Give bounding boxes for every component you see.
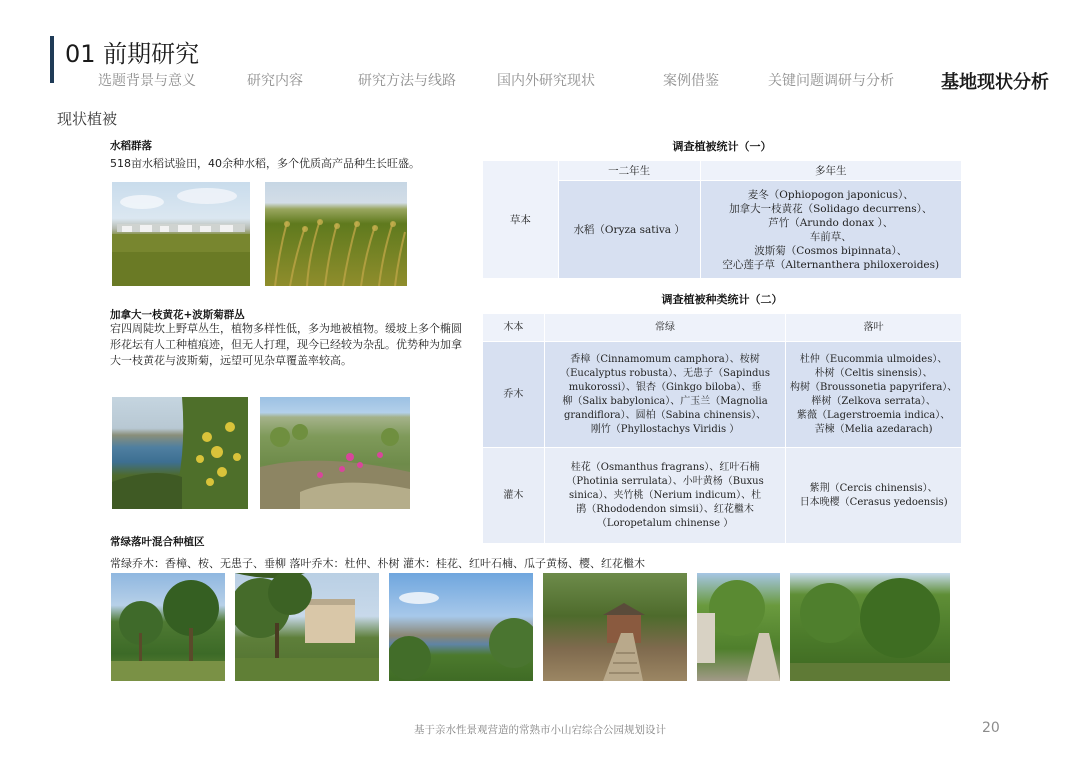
arbor-evergreen-line: grandiflora）、圆柏（Sabina chinensis）、 (564, 409, 767, 421)
tab-key-issues[interactable]: 关键问题调研与分析 (768, 73, 894, 89)
cosmos-photo (260, 397, 410, 509)
table1 (482, 160, 962, 279)
table2-col-deciduous: 落叶 (786, 314, 962, 342)
arbor-evergreen-line: 香樟（Cinnamomum camphora）、桉树 (570, 353, 760, 365)
goldenrod-photo (112, 397, 248, 509)
tab-bar (0, 70, 1080, 93)
mixed-photo-5 (697, 573, 780, 681)
arbor-deciduous-line: 构树（Broussonetia papyrifera）、 (789, 381, 958, 393)
tab-research-content[interactable]: 研究内容 (247, 73, 303, 89)
table2-shrub-label: 灌木 (483, 448, 545, 544)
footer-text: 基于亲水性景观营造的常熟市小山宕综合公园规划设计 (414, 724, 666, 736)
rice-closeup-photo (265, 182, 407, 286)
tab-case-study[interactable]: 案例借鉴 (663, 73, 719, 89)
table2-arbor-label: 乔木 (483, 342, 545, 448)
table2-arbor-deciduous (786, 342, 962, 448)
arbor-evergreen-line: 柳（Salix babylonica）、广玉兰（Magnolia (562, 395, 768, 407)
arbor-deciduous-line: 苦楝（Melia azedarach) (814, 423, 933, 435)
table2-col-type: 木本 (483, 314, 545, 342)
mixed-photo-1 (111, 573, 225, 681)
perennial-line: 波斯菊（Cosmos bipinnata）、 (754, 244, 908, 257)
shrub-deciduous-line: 紫荆（Cercis chinensis）、 (809, 482, 938, 494)
table2-shrub-evergreen (544, 448, 785, 544)
mixed-photo-4 (543, 573, 687, 681)
tab-research-method[interactable]: 研究方法与线路 (358, 73, 456, 89)
page-number: 20 (982, 720, 1000, 736)
shrub-evergreen-line: （Loropetalum chinense ） (596, 517, 734, 529)
tab-background[interactable]: 选题背景与意义 (98, 73, 196, 89)
table2-title: 调查植被种类统计（二） (661, 293, 783, 306)
perennial-line: 麦冬（Ophiopogon japonicus）、 (747, 188, 914, 201)
table2 (482, 313, 962, 544)
table1-title: 调查植被统计（一） (672, 140, 772, 153)
shrub-evergreen-line: sinica）、夹竹桃（Nerium indicum）、杜 (569, 489, 762, 501)
table1-perennial-cell (700, 181, 961, 279)
table1-annual-cell: 水稻（Oryza sativa ） (558, 181, 700, 279)
arbor-evergreen-line: （Eucalyptus robusta）、无患子（Sapindus (560, 367, 770, 379)
section-title: 01 前期研究 (65, 40, 200, 68)
shrub-evergreen-line: 鹃（Rhododendon simsii）、红花檵木 (576, 503, 754, 515)
table2-arbor-evergreen (544, 342, 785, 448)
goldenrod-text: 宕四周陡坎上野草丛生，植物多样性低，多为地被植物。缓坡上多个椭圆形花坛有人工种植痕迹，但无人打理，现今已经较为杂乱。优势种为加拿大一枝黄花与波斯菊，远望可见杂草覆盖率较高。 (110, 322, 462, 367)
table2-shrub-deciduous (786, 448, 962, 544)
arbor-deciduous-line: 榉树（Zelkova serrata）、 (811, 395, 936, 407)
perennial-line: 芦竹（Arundo donax ）、 (768, 216, 894, 229)
shrub-evergreen-line: （Photinia serrulata）、小叶黄杨（Buxus (566, 475, 764, 487)
mixed-photo-2 (235, 573, 379, 681)
rice-title: 水稻群落 (110, 140, 152, 152)
mixed-photo-3 (389, 573, 533, 681)
goldenrod-title: 加拿大一枝黄花+波斯菊群丛 (110, 309, 245, 321)
perennial-line: 车前草、 (809, 230, 852, 243)
mixed-photo-6 (790, 573, 950, 681)
page-subtitle: 现状植被 (57, 110, 118, 128)
arbor-deciduous-line: 紫薇（Lagerstroemia indica）、 (797, 409, 951, 421)
rice-field-photo (112, 182, 250, 286)
shrub-evergreen-line: 桂花（Osmanthus fragrans）、红叶石楠 (570, 461, 760, 473)
arbor-deciduous-line: 朴树（Celtis sinensis）、 (814, 367, 933, 379)
table1-col-annual: 一二年生 (558, 161, 700, 181)
tab-research-status[interactable]: 国内外研究现状 (497, 73, 595, 89)
perennial-line: 空心莲子草（Alternanthera philoxeroides) (722, 258, 940, 271)
arbor-deciduous-line: 杜仲（Eucommia ulmoides）、 (799, 353, 948, 365)
mixed-text: 常绿乔木：香樟、桉、无患子、垂柳 落叶乔木：杜仲、朴树 灌木：桂花、红叶石楠、瓜子黄杨、樱、红花檵木 (110, 557, 645, 570)
shrub-deciduous-line: 日本晚樱（Cerasus yedoensis) (799, 496, 948, 508)
arbor-evergreen-line: 刚竹（Phyllostachys Viridis ） (590, 423, 740, 435)
perennial-line: 加拿大一枝黄花（Solidago decurrens）、 (729, 202, 933, 215)
arbor-evergreen-line: mukorossi）、银杏（Ginkgo biloba）、垂 (568, 381, 762, 393)
table1-row-label: 草本 (483, 161, 559, 279)
table2-col-evergreen: 常绿 (544, 314, 785, 342)
mixed-title: 常绿落叶混合种植区 (110, 536, 205, 548)
tab-site-analysis[interactable]: 基地现状分析 (941, 72, 1049, 93)
table1-col-perennial: 多年生 (700, 161, 961, 181)
rice-text: 518亩水稻试验田，40余种水稻，多个优质高产品种生长旺盛。 (110, 157, 420, 170)
